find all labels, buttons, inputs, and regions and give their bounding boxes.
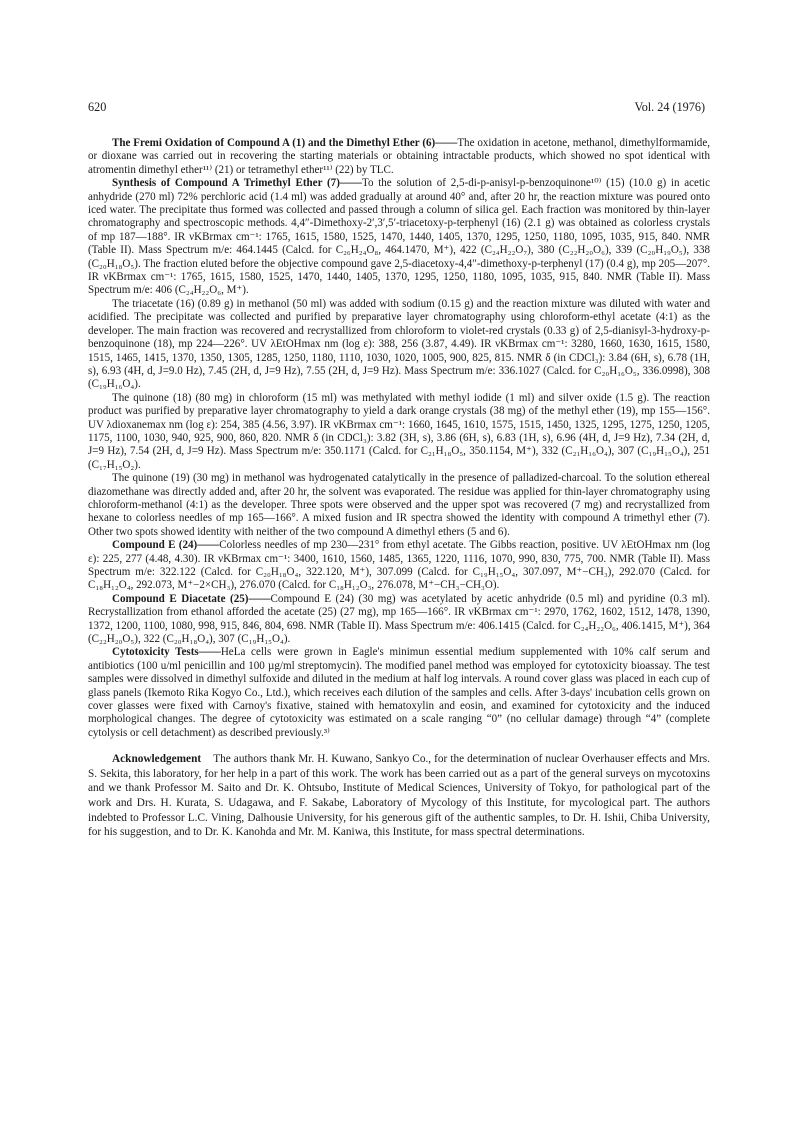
paragraph-text: The oxidation in acetone, methanol, dimethylformamide, or dioxane was carried out in recovering the starting materials or obtaining intractable products, which showed no spot identical with atromentin dimethyl ether¹¹⁾ (21) or tetramethyl ether¹¹⁾ (22) by TLC. [88,137,710,176]
paragraph-fremi-oxidation [88,137,710,177]
paragraph-quinone-hydrogenation [88,472,710,539]
paragraph-text: The quinone (18) (80 mg) in chloroform (15 ml) was methylated with methyl iodide (1 ml) and silver oxide (1.5 g). The reaction product was purified by preparative layer chromatography to yield a dark orange crystals (38 mg) of the methyl ether (19), mp 155—156°. UV λdioxanemax nm (log ε): 254, 385 (4.56, 3.97). IR νKBrmax cm⁻¹: 1660, 1645, 1610, 1575, 1515, 1450, 1325, 1295, 1275, 1250, 1205, 1175, 1100, 1030, 940, 925, 900, 860, 820. NMR δ (in CDCl₃): 3.82 (3H, s), 3.86 (6H, s), 6.83 (1H, s), 6.96 (4H, d, J=9 Hz), 7.34 (2H, d, J=9 Hz), 7.54 (2H, d, J=9 Hz). Mass Spectrum m/e: 350.1171 (Calcd. for C₂₁H₁₈O₅, 350.1154, M⁺), 332 (C₂₁H₁₆O₄), 307 (C₁₉H₁₅O₄), 251 (C₁₇H₁₅O₂). [88,391,710,471]
paragraph-quinone-methylation [88,392,710,472]
page-number: 620 [88,100,107,114]
section-heading: Cytotoxicity Tests—— [112,646,221,659]
page-header [88,100,705,120]
section-heading: Compound E Diacetate (25)—— [112,592,271,605]
paragraph-text: To the solution of 2,5-di-p-anisyl-p-benzoquinone¹⁰⁾ (15) (10.0 g) in acetic anhydride (270 ml) 72% perchloric acid (1.4 ml) was added gradually at around 40° and, after 20 hr, the reaction mixture was poured onto iced water. The precipitate thus formed was collected and passed through a column of silica gel. Each fraction was monitored by thin-layer chromatography and spectroscopic methods. 4,4″-Dimethoxy-2′,3′,5′-triacetoxy-p-terphenyl (16) (2.1 g) was obtained as colorless crystals of mp 187—188°. IR νKBrmax cm⁻¹: 1765, 1615, 1580, 1525, 1470, 1440, 1405, 1370, 1295, 1250, 1180, 1095, 1035, 915, 840. NMR (Table II). Mass Spectrum m/e: 464.1445 (Calcd. for C₂₆H₂₄O₈, 464.1470, M⁺), 422 (C₂₄H₂₂O₇), 380 (C₂₂H₂₀O₆), 339 (C₂₀H₁₉O₅), 338 (C₂₀H₁₈O₅). The fraction eluted before the objective compound gave 2,5-diacetoxy-4,4″-dimethoxy-p-terphenyl (17) (0.4 g), mp 205—207°. IR νKBrmax cm⁻¹: 1765, 1615, 1580, 1525, 1470, 1440, 1405, 1370, 1295, 1250, 1180, 1095, 1035, 915, 840. NMR (Table II). Mass Spectrum m/e: 406 (C₂₄H₂₂O₆, M⁺). [88,177,710,297]
acknowledgement [88,752,710,840]
paragraph-text: The quinone (19) (30 mg) in methanol was hydrogenated catalytically in the presence of palladized-charcoal. To the solution ethereal diazomethane was directly added and, after 20 hr, the solvent was evaporated. The residue was applied for thin-layer chromatography using chloroform-methanol (4:1) as the developer. Three spots were observed and the upper spot was recovered (7 mg) and recrystallized from hexane to colorless needles of mp 165—166°. A mixed fusion and IR spectra showed the identity with compound A trimethyl ether (7). Other two spots showed identity with neither of the two compound A dimethyl ethers (5 and 6). [88,472,710,538]
acknowledgement-heading: Acknowledgement [112,753,202,766]
section-heading: The Fremi Oxidation of Compound A (1) and the Dimethyl Ether (6)—— [112,137,458,149]
section-heading: Compound E (24)—— [112,539,220,552]
paragraph-text: Colorless needles of mp 230—231° from ethyl acetate. The Gibbs reaction, positive. UV λEtOHmax nm (log ε): 225, 277 (4.48, 4.30). IR νKBrmax cm⁻¹: 3400, 1610, 1560, 1485, 1365, 1220, 1116, 1070, 990, 830, 775, 700. NMR (Table II). Mass Spectrum m/e: 322.122 (Calcd. for C₂₀H₁₈O₄, 322.120, M⁺), 307.099 (Calcd. for C₁₉H₁₅O₄, 307.097, M⁺−CH₃), 292.070 (Calcd. for C₁₈H₁₂O₄, 292.073, M⁺−2×CH₃), 276.070 (Calcd. for C₁₈H₁₂O₃, 276.078, M⁺−CH₃−CH₃O). [88,539,710,592]
volume-year: Vol. 24 (1976) [634,100,705,114]
paragraph-text: The triacetate (16) (0.89 g) in methanol (50 ml) was added with sodium (0.15 g) and the reaction mixture was diluted with water and acidified. The precipitate was collected and purified by preparative layer chromatography using chloroform-ethyl acetate (4:1) as the developer. The main fraction was recovered and recrystallized from chloroform to violet-red crystals (0.33 g) of 2,5-dianisyl-3-hydroxy-p-benzoquinone (18), mp 224—226°. UV λEtOHmax nm (log ε): 388, 256 (3.87, 4.49). IR νKBrmax cm⁻¹: 3280, 1660, 1630, 1615, 1580, 1515, 1465, 1415, 1370, 1350, 1305, 1285, 1250, 1180, 1110, 1030, 1020, 1005, 900, 825, 815. NMR δ (in CDCl₃): 3.84 (6H, s), 6.78 (1H, s), 6.93 (4H, d, J=9.0 Hz), 7.45 (2H, d, J=9 Hz), 7.55 (2H, d, J=9 Hz). Mass Spectrum m/e: 336.1027 (Calcd. for C₂₀H₁₆O₅, 336.0998), 308 (C₁₉H₁₆O₄). [88,297,710,391]
paragraph-triacetate [88,298,710,392]
paragraph-text: HeLa cells were grown in Eagle's minimun essential medium supplemented with 10% calf serum and antibiotics (100 u/ml penicillin and 100 µg/ml streptomycin). The modified panel method was employed for cytotoxicity bioassay. The test samples were dissolved in dimethyl sulfoxide and diluted in the medium at half log intervals. A round cover glass was placed in each cup of glass panels (Ikemoto Rika Kogyo Co., Ltd.), which receives each dilution of the samples and cells. After 3-days' incubation cells grown on cover glasses were fixed with Carnoy's fixative, stained with hematoxylin and eosin, and examined for cytotoxicity and the induced morphological changes. The degree of cytotoxicity was estimated on a scale ranging “0” (no cellular damage) through “4” (complete cytolysis or cell detachment) as described previously.³⁾ [88,646,710,739]
paragraph-cytotoxicity-tests [88,646,710,740]
section-heading: Synthesis of Compound A Trimethyl Ether (7)—— [112,177,362,190]
acknowledgement-text: The authors thank Mr. H. Kuwano, Sankyo Co., for the determination of nuclear Overhauser effects and Mrs. S. Sekita, this laboratory, for her help in a part of this work. The work has been carried out as a part of the general surveys on mycotoxins and we thank Professor M. Saito and Dr. K. Ohtsubo, Institute of Medical Sciences, University of Tokyo, for pathological part of the work and Drs. H. Kurata, S. Udagawa, and F. Sakabe, Laboratory of Mycology of this Institute, for mycological part. The authors indebted to Professor L.C. Vining, Dalhousie University, for his generous gift of the authentic samples, to Dr. H. Ishii, Chiba University, for his suggestion, and to Dr. K. Kanohda and Mr. M. Kaniwa, this Institute, for mass spectral determinations. [88,753,710,839]
paragraph-compound-e [88,539,710,593]
article-body [88,137,710,840]
paragraph-compound-e-diacetate [88,593,710,647]
paragraph-text: Compound E (24) (30 mg) was acetylated by acetic anhydride (0.5 ml) and pyridine (0.3 ml). Recrystallization from ethanol afforded the acetate (25) (27 mg), mp 165—166°. IR νKBrmax cm⁻¹: 2970, 1762, 1602, 1512, 1478, 1390, 1372, 1200, 1100, 1080, 998, 915, 846, 804, 698. NMR (Table II). Mass Spectrum m/e: 406.1415 (Calcd. for C₂₄H₂₂O₆, 406.1415, M⁺), 364 (C₂₂H₂₀O₅), 322 (C₂₀H₁₈O₄), 307 (C₁₉H₁₅O₄). [88,592,710,646]
paragraph-synthesis-trimethyl-ether [88,177,710,298]
